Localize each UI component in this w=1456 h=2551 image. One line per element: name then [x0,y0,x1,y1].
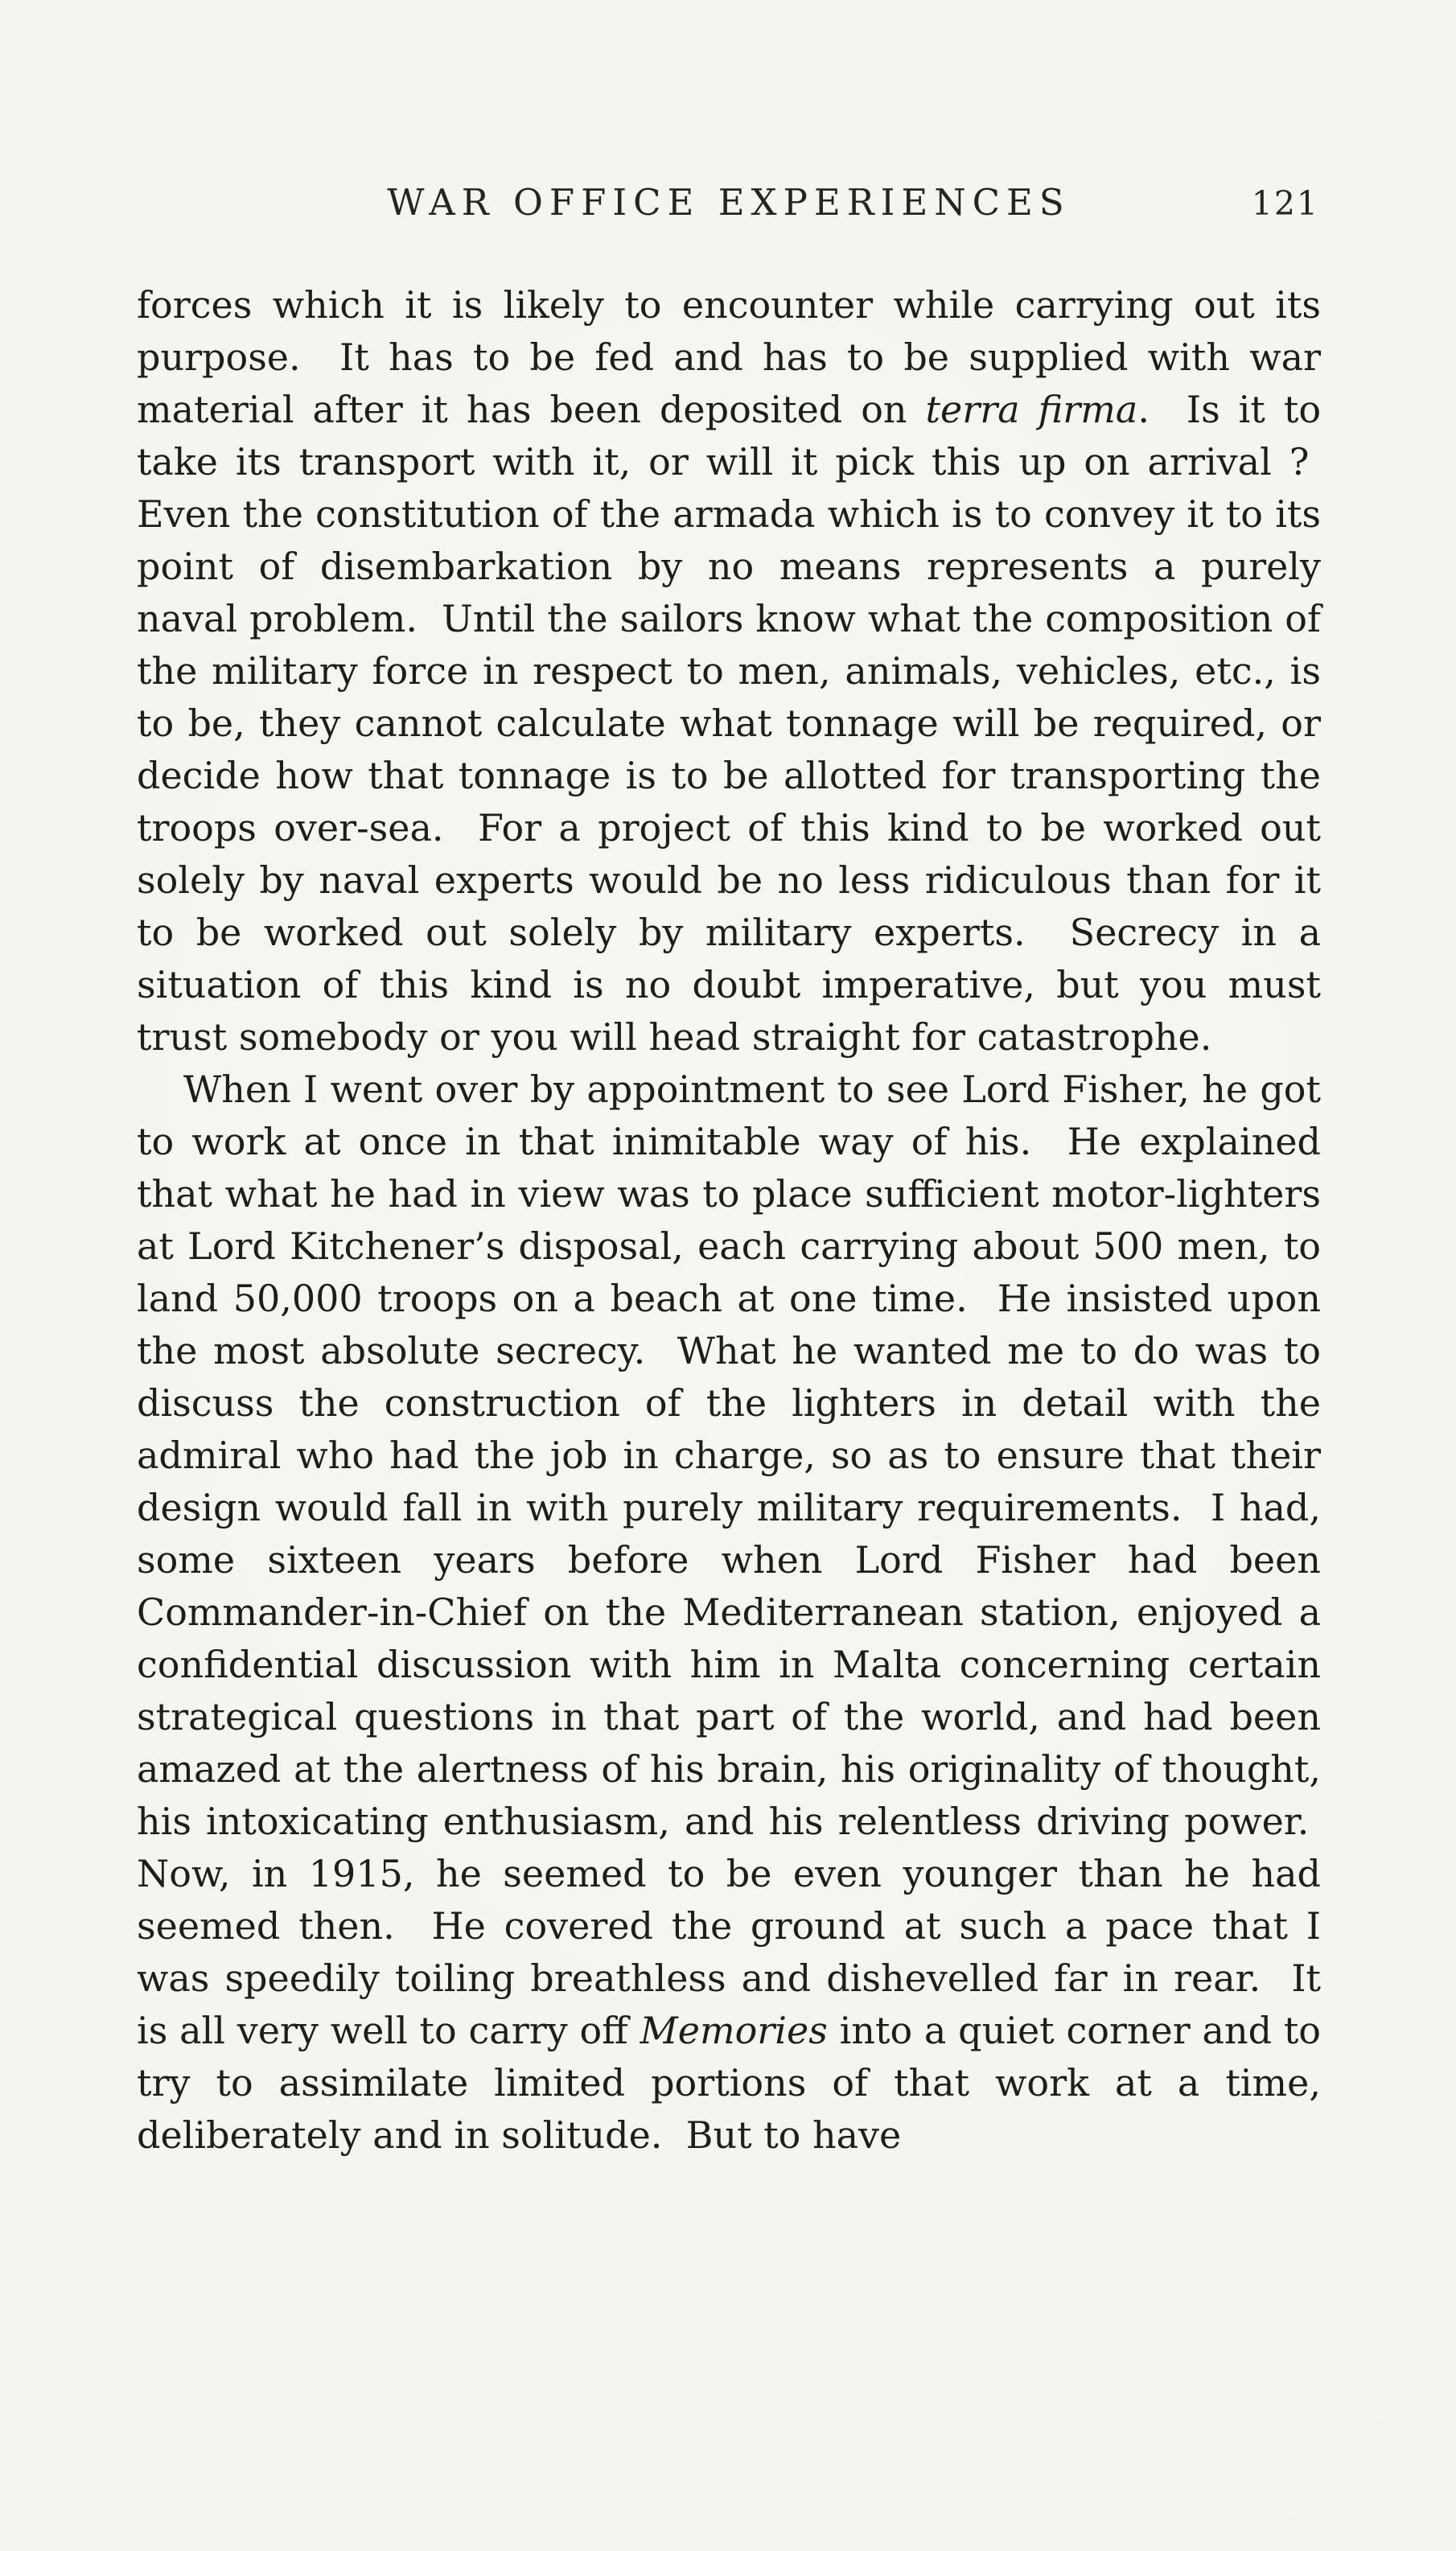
running-title: WAR OFFICE EXPERIENCES [387,181,1071,224]
paragraph-segment: When I went over by appointment to see Lord Fisher, he got to work at once in that inimitable way of his. He explained that what he had in view was to place sufficient motor-lighters at Lord Kitchener’s disposal, each carrying about 500 men, to land 50,000 troops on a beach at one time. He insisted upon the most absolute secrecy. What he wanted me to do was to discuss the construction of the lighters in detail with the admiral who had the job in charge, so as to ensure that their design would fall in with purely military requirements. I had, some sixteen years before when Lord Fisher had been Commander-in-Chief on the Mediterranean station, enjoyed a confidential discussion with him in Malta concerning certain strategical questions in that part of the world, and had been amazed at the alertness of his brain, his originality of thought, his intoxicating enthusiasm, and his relentless driving power. Now, in 1915, he seemed to be even younger than he had seemed then. He covered the ground at such a pace that I was speedily toiling breathless and dishevelled far in rear. It is all very well to carry off [137,1068,1321,2052]
italic-term: Memories [640,2009,828,2052]
body-paragraph [137,1064,1321,2162]
paragraph-segment: into a quiet corner and to try to assimilate limited portions of that work at a time, deliberately and in solitude. But to have [137,2009,1321,2157]
paragraph-segment: forces which it is likely to encounter while carrying out its purpose. It has to be fed and has to be supplied with war material after it has been deposited on [137,283,1321,431]
body-text [137,279,1321,2162]
text-block [137,181,1321,2162]
italic-term: terra firma [925,388,1138,431]
running-header [137,181,1321,237]
body-paragraph [137,279,1321,1064]
page-number: 121 [1251,184,1319,223]
paragraph-segment: . Is it to take its transport with it, or will it pick this up on arrival ? Even the constitution of the armada which is to convey it to its point of disembarkation by no means represents a purely naval problem. Until the sailors know what the composition of the military force in respect to men, animals, vehicles, etc., is to be, they cannot calculate what tonnage will be required, or decide how that tonnage is to be allotted for transporting the troops over-sea. For a project of this kind to be worked out solely by naval experts would be no less ridiculous than for it to be worked out solely by military experts. Secrecy in a situation of this kind is no doubt imperative, but you must trust somebody or you will head straight for catastrophe. [137,388,1322,1059]
